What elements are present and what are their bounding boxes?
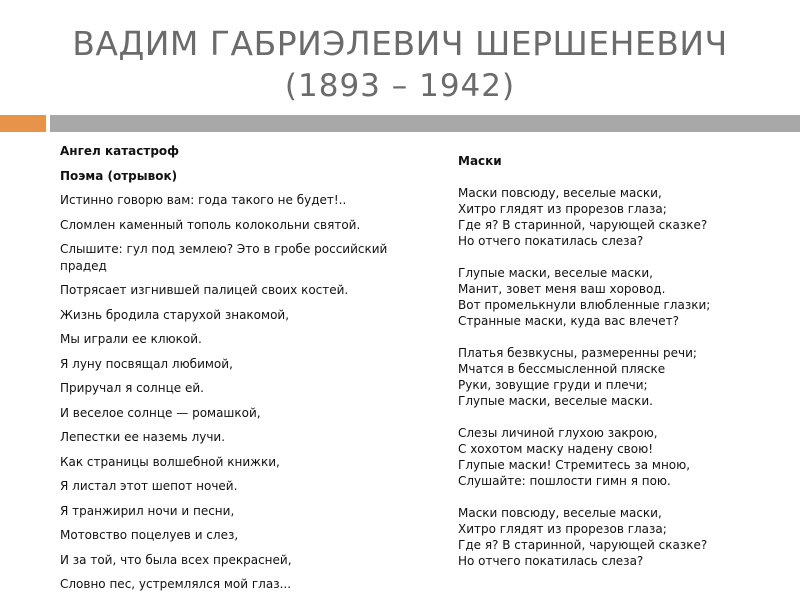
title-author-name: ВАДИМ ГАБРИЭЛЕВИЧ ШЕРШЕНЕВИЧ	[72, 24, 728, 63]
poem-line: Мотовство поцелуев и слез,	[60, 528, 239, 542]
poem-line: Глупые маски! Стремитесь за мною,	[458, 458, 691, 472]
poem-line: Слезы личиной глухою закрою,	[458, 426, 658, 440]
stanza-gap	[458, 329, 788, 345]
poem-line: Я листал этот шепот ночей.	[60, 479, 238, 493]
stanza-gap	[458, 249, 788, 265]
stanza	[458, 345, 788, 409]
stanza-gap	[458, 489, 788, 505]
poem-title-right: Маски	[458, 154, 502, 168]
accent-bar	[0, 115, 46, 132]
poem-line: Мчатся в бессмысленной пляске	[458, 362, 666, 376]
poem-line: И за той, что была всех прекрасней,	[60, 552, 292, 567]
poem-line: Жизнь бродила старухой знакомой,	[60, 307, 290, 322]
poem-line: Слышите: гул под землею? Это в гробе российский прадед	[60, 242, 388, 273]
poem-line: Потрясает изгнившей палицей своих костей.	[60, 283, 349, 297]
poem-line: Вот промелькнули влюбленные глазки;	[458, 298, 711, 312]
poem-line: Где я? В старинной, чарующей сказке?	[458, 218, 708, 232]
poem-line: Но отчего покатилась слеза?	[458, 554, 644, 568]
stanza	[458, 505, 788, 569]
poem-line: Слушайте: пошлости гимн я пою.	[458, 474, 671, 488]
poem-line: Приручал я солнце ей.	[60, 381, 204, 395]
poem-subtitle-left: Поэма (отрывок)	[60, 168, 178, 183]
poem-line: Маски повсюду, веселые маски,	[458, 506, 662, 520]
title-years: (1893 – 1942)	[284, 68, 516, 104]
divider-bar	[50, 115, 800, 132]
stanza	[458, 265, 788, 329]
poem-line: Но отчего покатилась слеза?	[458, 234, 644, 248]
poem-line: Глупые маски, веселые маски,	[458, 266, 653, 280]
poem-title-left: Ангел катастроф	[60, 144, 180, 158]
poem-line: Манит, зовет меня ваш хоровод.	[458, 282, 666, 296]
poem-line: Сломлен каменный тополь колокольни святой.	[60, 217, 361, 232]
poem-line: И веселое солнце — ромашкой,	[60, 405, 261, 420]
poem-stanzas-right	[458, 185, 788, 569]
stanza-gap	[458, 169, 788, 185]
poem-line: Где я? В старинной, чарующей сказке?	[458, 538, 708, 552]
poem-line: Я транжирил ночи и песни,	[60, 503, 235, 518]
poem-right-column	[458, 153, 788, 569]
stanza	[458, 425, 788, 489]
poem-left-column	[60, 143, 400, 601]
poem-line: Истинно говорю вам: года такого не будет!..	[60, 193, 347, 207]
poem-line: Я луну посвящал любимой,	[60, 356, 233, 371]
poem-line: Лепестки ее наземь лучи.	[60, 430, 226, 444]
poem-line: Хитро глядят из прорезов глаза;	[458, 522, 667, 536]
stanza	[458, 185, 788, 249]
poem-line: Как страницы волшебной книжки,	[60, 454, 280, 469]
stanza-gap	[458, 409, 788, 425]
poem-line: С хохотом маску надену свою!	[458, 442, 654, 456]
poem-line: Руки, зовущие груди и плечи;	[458, 378, 648, 392]
poem-line: Мы играли ее клюкой.	[60, 332, 202, 346]
poem-line: Странные маски, куда вас влечет?	[458, 314, 679, 328]
poem-line: Хитро глядят из прорезов глаза;	[458, 202, 667, 216]
poem-line: Маски повсюду, веселые маски,	[458, 186, 662, 200]
poem-line: Словно пес, устремлялся мой глаз...	[60, 577, 292, 591]
poem-line: Глупые маски, веселые маски.	[458, 394, 653, 408]
poem-lines-left	[60, 192, 400, 593]
poem-line: Платья безвкусны, размеренны речи;	[458, 346, 697, 360]
